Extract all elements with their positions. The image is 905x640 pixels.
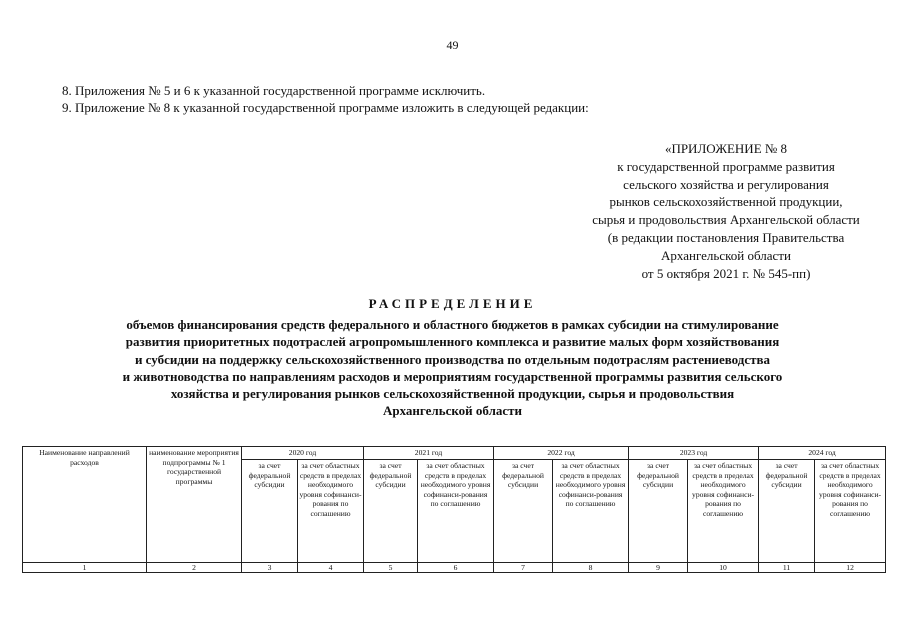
column-number: 3 — [242, 563, 298, 573]
document-subtitle — [20, 316, 885, 420]
header-regional-funds: за счет областных средств в пределах необходимого уровня софинанси-рования по соглашению — [298, 460, 364, 563]
column-number: 5 — [364, 563, 418, 573]
header-year: 2021 год — [364, 447, 494, 460]
header-regional-funds: за счет областных средств в пределах необходимого уровня софинанси-рования по соглашению — [688, 460, 759, 563]
header-federal-subsidy: за счет федеральной субсидии — [629, 460, 688, 563]
column-number: 6 — [418, 563, 494, 573]
column-number: 11 — [759, 563, 815, 573]
header-year: 2020 год — [242, 447, 364, 460]
document-title: РАСПРЕДЕЛЕНИЕ — [368, 296, 537, 311]
header-subprogram-measure: наименование мероприятия подпрограммы № 1 государственной программы — [147, 447, 242, 563]
appendix-line: к государственной программе развития — [617, 158, 835, 174]
header-regional-funds: за счет областных средств в пределах необходимого уровня софинанси-рования по соглашению — [418, 460, 494, 563]
header-regional-funds: за счет областных средств в пределах необходимого уровня софинанси-рования по соглашению — [553, 460, 629, 563]
header-federal-subsidy: за счет федеральной субсидии — [242, 460, 298, 563]
header-expense-directions: Наименование направлений расходов — [23, 447, 147, 563]
appendix-header — [556, 140, 896, 282]
header-year: 2024 год — [759, 447, 886, 460]
appendix-line: от 5 октября 2021 г. № 545-пп) — [641, 265, 811, 281]
column-number: 7 — [494, 563, 553, 573]
item-8-text: 8. Приложения № 5 и 6 к указанной государственной программе исключить. — [62, 83, 486, 98]
distribution-table — [22, 446, 886, 573]
appendix-line: «ПРИЛОЖЕНИЕ № 8 — [664, 141, 788, 156]
column-number: 4 — [298, 563, 364, 573]
header-federal-subsidy: за счет федеральной субсидии — [494, 460, 553, 563]
subtitle-line: развития приоритетных подотраслей агропромышленного комплекса и развитие малых форм хозяйствования — [125, 334, 780, 350]
appendix-line: сельского хозяйства и регулирования — [623, 176, 829, 192]
column-number: 8 — [553, 563, 629, 573]
column-number: 1 — [23, 563, 147, 573]
column-number: 2 — [147, 563, 242, 573]
header-year: 2022 год — [494, 447, 629, 460]
appendix-line: (в редакции постановления Правительства — [607, 229, 845, 245]
header-year: 2023 год — [629, 447, 759, 460]
subtitle-line: и субсидии на поддержку сельскохозяйственного производства по отдельным подотраслям растениеводства — [134, 351, 771, 367]
column-number: 9 — [629, 563, 688, 573]
appendix-line: Архангельской области — [661, 247, 791, 263]
page-number: 49 — [446, 38, 459, 52]
item-9-text: 9. Приложение № 8 к указанной государственной программе изложить в следующей редакции: — [62, 100, 589, 115]
appendix-line: рынков сельскохозяйственной продукции, — [609, 194, 843, 210]
appendix-line: сырья и продовольствия Архангельской области — [592, 212, 860, 228]
header-regional-funds: за счет областных средств в пределах необходимого уровня софинанси-рования по соглашению — [815, 460, 886, 563]
header-federal-subsidy: за счет федеральной субсидии — [759, 460, 815, 563]
subtitle-line: Архангельской области — [382, 403, 523, 419]
subtitle-line: объемов финансирования средств федерального и областного бюджетов в рамках субсидии на стимулирование — [126, 317, 779, 332]
header-federal-subsidy: за счет федеральной субсидии — [364, 460, 418, 563]
column-number: 12 — [815, 563, 886, 573]
subtitle-line: хозяйства и регулирования рынков сельскохозяйственной продукции, сырья и продовольствия — [170, 386, 735, 402]
column-number: 10 — [688, 563, 759, 573]
subtitle-line: и животноводства по направлениям расходов и мероприятиям государственной программы развития сельского — [122, 368, 783, 384]
